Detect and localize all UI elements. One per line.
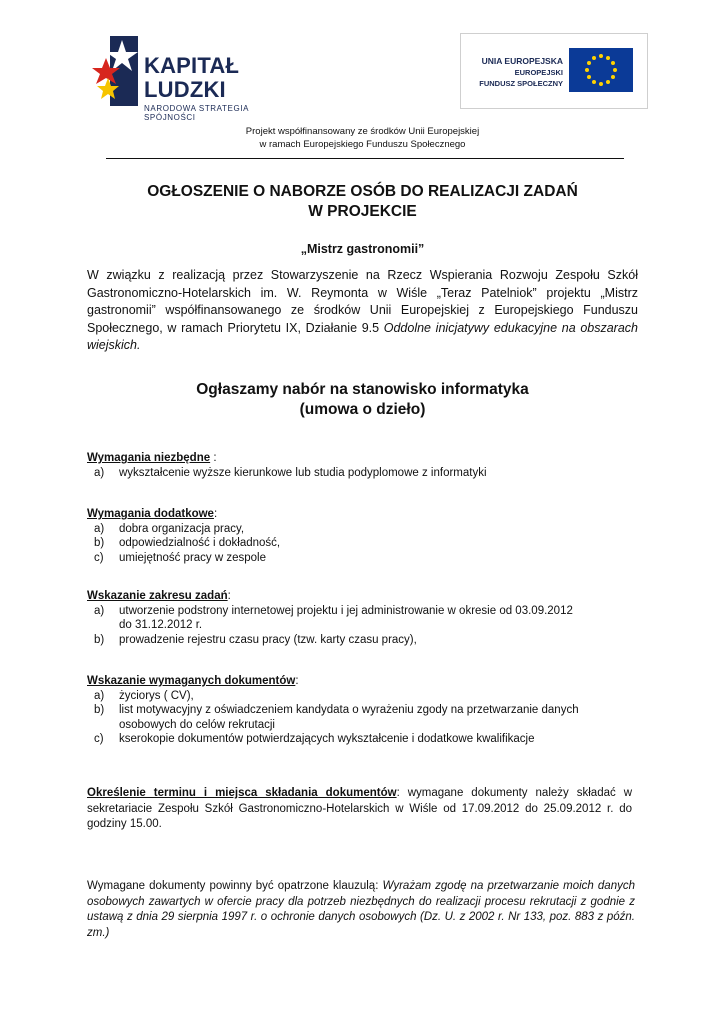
cofinancing-note-line2: w ramach Europejskiego Funduszu Społecznego [259, 139, 466, 150]
deadline-heading: Określenie terminu i miejsca składania dokumentów [87, 787, 397, 799]
list-marker: a) [94, 689, 105, 702]
intro-text: W związku z realizacją przez Stowarzyszenie na Rzecz Wspierania Rozwoju Zespołu Szkół Gastronomiczno-Hotelarskich im. W. Reymonta w Wiśle „Teraz Patelniok” projektu „Mistrz gastronomii” współfinansowanego ze środków Unii Europejskiej z Europejskiego Funduszu Społecznego, w ramach Priorytetu IX, Działanie 9.5 [87, 268, 638, 335]
list-text: umiejętność pracy w zespole [119, 551, 267, 564]
list-marker: c) [94, 551, 104, 564]
list-marker: b) [94, 537, 105, 549]
list-text-continued: do 31.12.2012 r. [119, 619, 203, 631]
list-marker: a) [94, 522, 105, 535]
list-text: odpowiedzialność i dokładność, [119, 537, 281, 549]
list-marker: c) [94, 733, 104, 745]
list-item [87, 466, 647, 481]
intro-paragraph [87, 267, 638, 355]
list-text-continued: osobowych do celów rekrutacji [119, 718, 275, 731]
logo-title: KAPITAŁ LUDZKI [144, 53, 240, 102]
section-additional [87, 507, 647, 565]
list-text: prowadzenie rejestru czasu pracy (tzw. karty czasu pracy), [119, 633, 417, 646]
intro-italic: Oddolne inicjatywy edukacyjne na obszarach wiejskich. [87, 320, 639, 352]
list-marker: b) [94, 704, 105, 716]
consent-text: Wymagane dokumenty powinny być opatrzone klauzulą: [87, 880, 383, 892]
consent-italic: Wyrażam zgodę na przetwarzanie moich danych osobowych zawartych w ofercie pracy dla potrzeb niezbędnych do realizacji procesu rekrutacji z godnie z ustawą z dnia 29 sierpnia 1997 r. o ochronie danych osobowych (Dz. U. z 2002 r. Nr 133, poz. 883 z późn. zm.) [87, 880, 635, 939]
announcement-line1: Ogłaszamy nabór na stanowisko informatyka [196, 381, 529, 398]
project-name: „Mistrz gastronomii” [300, 242, 425, 256]
list-item [87, 604, 647, 633]
list-item [87, 536, 647, 551]
announcement-line2: (umowa o dzieło) [299, 401, 426, 418]
list-item [87, 633, 647, 648]
list-text: wykształcenie wyższe kierunkowe lub studia podyplomowe z informatyki [119, 466, 487, 479]
document-title-line1: OGŁOSZENIE O NABORZE OSÓB DO REALIZACJI ZADAŃ [147, 183, 578, 200]
eu-flag-icon [569, 48, 633, 92]
list-marker: b) [94, 633, 105, 646]
logo-subtitle: NARODOWA STRATEGIA SPÓJNOŚCI [144, 104, 249, 122]
heading-suffix: : [227, 590, 231, 602]
header-divider [106, 158, 624, 159]
list-text: kserokopie dokumentów potwierdzających wykształcenie i dodatkowe kwalifikacje [119, 733, 535, 745]
consent-clause [87, 879, 635, 941]
deadline-text: : wymagane dokumenty należy składać w sekretariacie Zespołu Szkół Gastronomiczno-Hotelarskich w Wiśle od 17.09.2012 do 25.09.2012 r. do godziny 15.00. [87, 787, 633, 830]
eu-logo-line1: UNIA EUROPEJSKA [481, 56, 563, 66]
eu-fund-logo [460, 33, 648, 109]
heading-suffix: : [210, 452, 217, 464]
eu-logo-line2: EUROPEJSKI [514, 68, 563, 77]
section-heading: Wskazanie zakresu zadań [87, 590, 228, 602]
eu-logo-line3: FUNDUSZ SPOŁECZNY [479, 79, 563, 88]
list-item [87, 551, 647, 566]
list-text: list motywacyjny z oświadczeniem kandydata o wyrażeniu zgody na przetwarzanie danych [119, 704, 579, 716]
list-item [87, 732, 647, 747]
section-heading: Wymagania niezbędne [87, 452, 211, 464]
list-item [87, 522, 647, 537]
section-tasks [87, 589, 647, 647]
list-marker: a) [94, 604, 105, 617]
section-heading: Wymagania dodatkowe [87, 508, 214, 520]
position-announcement [95, 380, 630, 420]
document-title-line2: W PROJEKCIE [308, 203, 417, 220]
list-item [87, 703, 647, 732]
list-marker: a) [94, 466, 105, 479]
cofinancing-note [95, 125, 630, 151]
list-item [87, 689, 647, 704]
kapital-ludzki-logo [92, 32, 302, 122]
list-text: utworzenie podstrony internetowej projektu i jej administrowanie w okresie od 03.09.2012 [119, 604, 573, 617]
submission-deadline [87, 786, 632, 833]
cofinancing-note-line1: Projekt współfinansowany ze środków Unii Europejskiej [245, 126, 480, 137]
list-text: życiorys ( CV), [119, 689, 194, 702]
list-text: dobra organizacja pracy, [119, 522, 245, 535]
section-required [87, 451, 647, 480]
section-heading: Wskazanie wymaganych dokumentów [87, 675, 296, 687]
document-title [95, 182, 630, 222]
kapital-ludzki-emblem-icon [92, 32, 142, 110]
heading-suffix: : [213, 508, 218, 520]
heading-suffix: : [295, 675, 299, 687]
section-documents [87, 674, 647, 747]
